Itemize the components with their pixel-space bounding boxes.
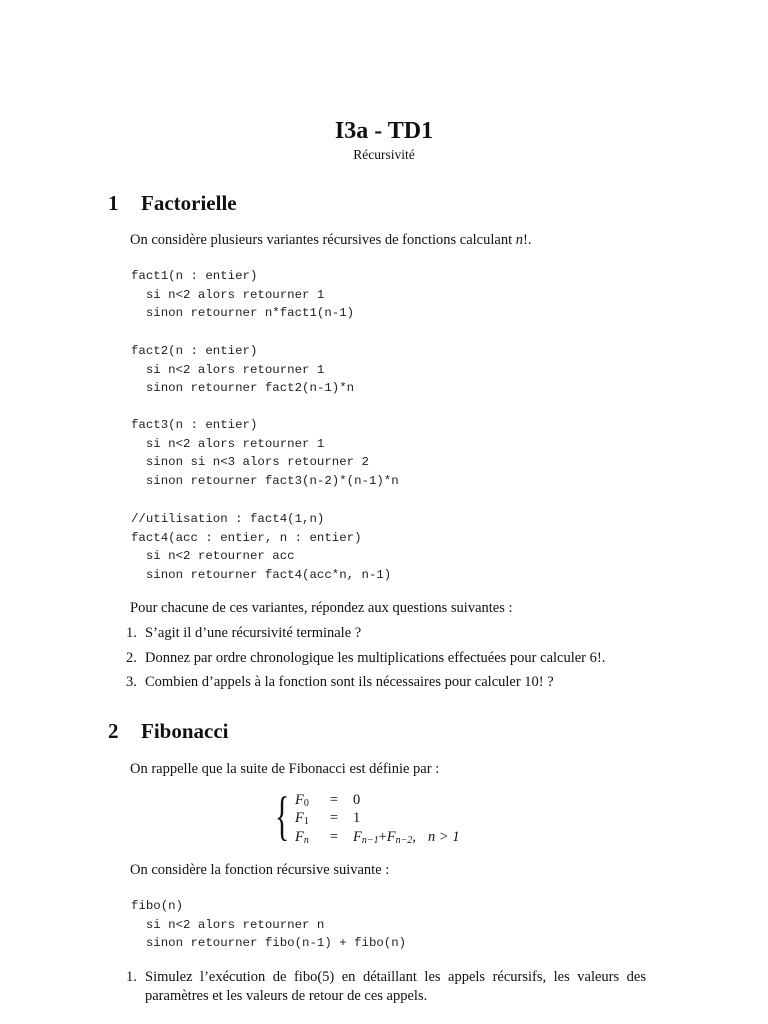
equation-row-0: $F_0 = 0$ (295, 792, 361, 809)
left-brace: { (275, 786, 290, 846)
list-item-text: S’agit il d’une récursivité terminale ? (145, 625, 362, 641)
section-1-title: Factorielle (141, 191, 237, 215)
code-fact1: fact1(n : entier) si n<2 alors retourner 1 sinon retourner n*fact1(n-1) (131, 269, 355, 321)
section-2-intro2: On considère la fonction récursive suivante : (130, 862, 390, 878)
intro-suffix: !. (522, 232, 532, 248)
equation-row-n: $F_n = F_{n-1}+F_{n-2}$, n > 1 (295, 829, 460, 846)
equation-row-1: $F_1 = 1$ (295, 810, 361, 827)
document-subtitle: Récursivité (353, 147, 415, 162)
list-item (126, 646, 646, 671)
intro-prefix: On considère plusieurs variantes récursives de fonctions calculant (130, 232, 516, 248)
fibo-question-1 (126, 968, 646, 1006)
section-2-heading (108, 719, 229, 744)
document-title: I3a - TD1 (334, 118, 434, 144)
list-item-number: 1. (126, 969, 137, 985)
list-item-text: Simulez l’exécution de fibo(5) en détaillant les appels récursifs, les valeurs des paramètres et les valeurs de retour de ces appels. (145, 969, 646, 1004)
section-2-number: 2 (108, 719, 119, 743)
questions-list (126, 621, 646, 695)
code-fibo: fibo(n) si n<2 alors retourner n sinon retourner fibo(n-1) + fibo(n) (131, 899, 407, 951)
questions-intro: Pour chacune de ces variantes, répondez aux questions suivantes : (130, 600, 513, 616)
list-item (126, 670, 646, 695)
list-item-text: Donnez par ordre chronologique les multiplications effectuées pour calculer 6!. (145, 649, 606, 666)
fibonacci-definition (275, 786, 535, 850)
section-2-intro: On rappelle que la suite de Fibonacci est définie par : (130, 761, 440, 777)
code-fact4: //utilisation : fact4(1,n) fact4(acc : entier, n : entier) si n<2 retourner acc sinon retourner fact4(acc*n, n-1) (131, 512, 392, 582)
list-item-text: Combien d’appels à la fonction sont ils nécessaires pour calculer 10! ? (145, 674, 554, 690)
section-1-intro (130, 232, 531, 249)
section-2-title: Fibonacci (141, 719, 229, 743)
list-item (126, 621, 646, 646)
list-item-number: 2. (126, 649, 137, 666)
section-1-heading (108, 191, 237, 216)
list-item-number: 1. (126, 625, 137, 641)
list-item-number: 3. (126, 674, 137, 690)
intro-math: n (515, 232, 523, 248)
code-fact2: fact2(n : entier) si n<2 alors retourner 1 sinon retourner fact2(n-1)*n (131, 344, 355, 396)
section-1-number: 1 (108, 191, 119, 215)
code-fact3: fact3(n : entier) si n<2 alors retourner 1 sinon si n<3 alors retourner 2 sinon retourner fact3(n-2)*(n-1)*n (131, 418, 399, 488)
